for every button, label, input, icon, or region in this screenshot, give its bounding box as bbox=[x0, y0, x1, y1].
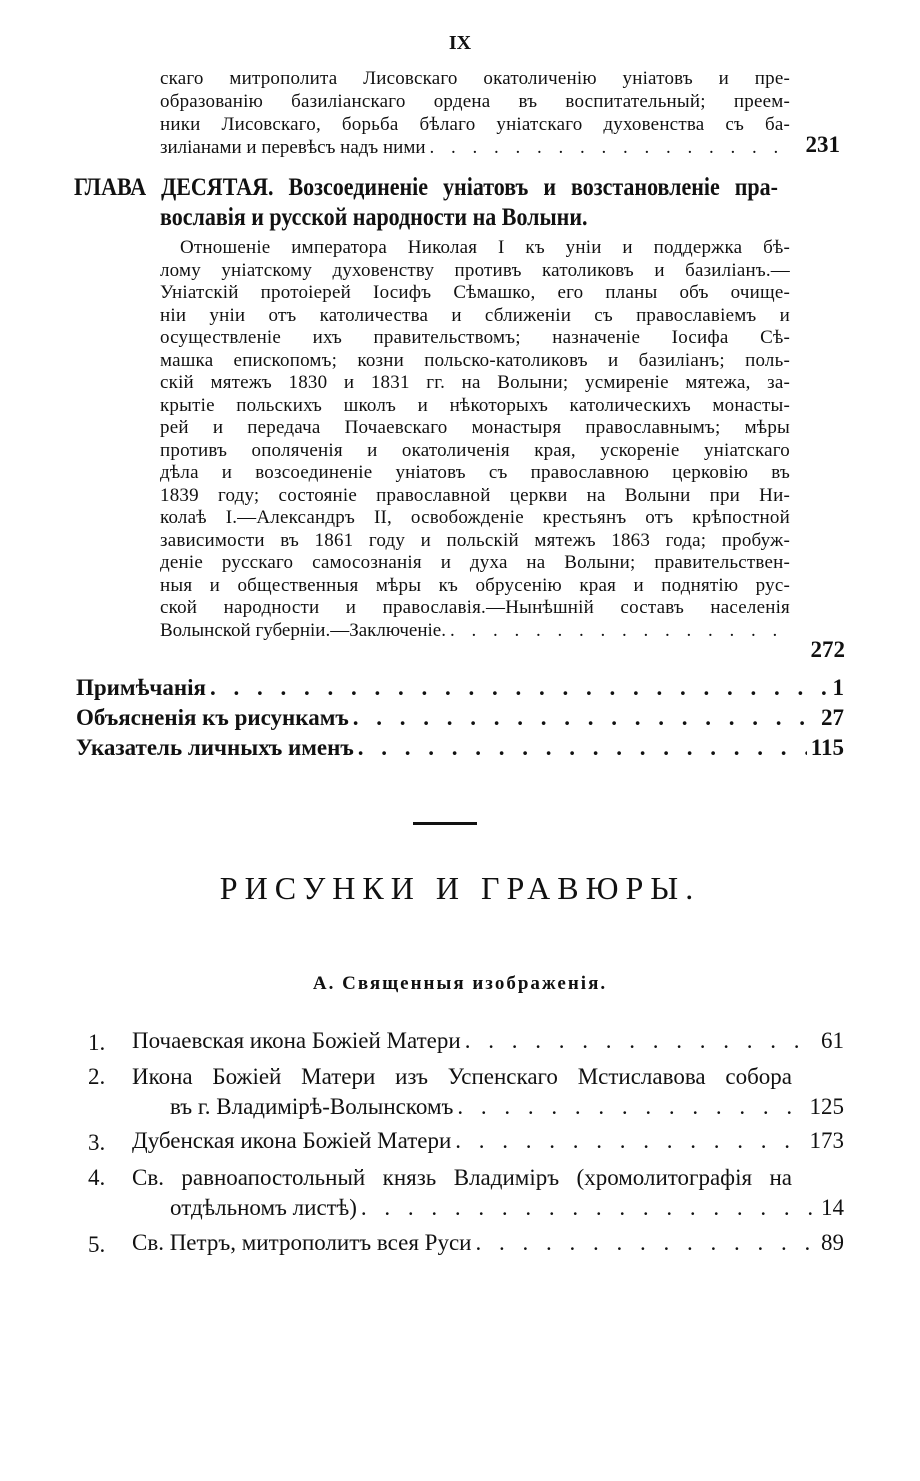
subsection-title: А. Священныя изображенія. bbox=[312, 973, 608, 994]
item-number: 5. bbox=[88, 1232, 106, 1257]
toc-text-line: ніи уніи отъ католичества и сближеніи съ православіемъ и bbox=[160, 304, 790, 326]
item-number: 1. bbox=[88, 1030, 106, 1055]
toc-text-line: рей и передача Почаевскаго монастыря православнымъ; мѣры bbox=[160, 417, 790, 438]
toc-entry-figure-notes bbox=[76, 707, 844, 729]
illustration-entry bbox=[132, 1130, 844, 1152]
toc-text-line: Отношеніе императора Николая I къ уніи и поддержка бѣ- bbox=[180, 237, 790, 258]
toc-label: Икона Божіей Матери изъ Успенскаго Мстиславова собора bbox=[132, 1064, 792, 1089]
item-number: 4. bbox=[88, 1165, 106, 1190]
item-number: 3. bbox=[88, 1130, 106, 1155]
toc-text-line: зависимости въ 1861 году и польскій мятежъ 1863 года; пробуж- bbox=[160, 529, 790, 551]
toc-entry-notes bbox=[76, 677, 844, 699]
page-ref: 89 bbox=[821, 1230, 844, 1255]
toc-text-line: зиліанами и перевѣсъ надъ ними bbox=[160, 137, 426, 158]
illustration-entry bbox=[170, 1096, 844, 1118]
page-ref: 173 bbox=[809, 1128, 844, 1153]
dot-leader bbox=[450, 620, 786, 642]
toc-text-line: образованію базиліанскаго ордена въ воспитательный; преем- bbox=[160, 91, 790, 112]
page-ref: 231 bbox=[805, 132, 840, 157]
toc-label: Примѣчанія bbox=[76, 675, 206, 700]
toc-text-line: дѣла и возсоединеніе уніатовъ съ православною церковію въ bbox=[160, 462, 790, 483]
dot-leader bbox=[361, 1197, 817, 1219]
page-ref: 272 bbox=[810, 637, 845, 662]
dot-leader bbox=[210, 677, 829, 699]
dot-leader bbox=[430, 137, 786, 159]
section-divider bbox=[413, 822, 477, 825]
toc-label: Св. равноапостольный князь Владиміръ (хромолитографія на bbox=[132, 1165, 792, 1190]
page-ref: 115 bbox=[810, 735, 844, 760]
toc-text-line: 1839 году; состояніе православной церкви на Волыни при Ни- bbox=[160, 484, 790, 506]
toc-text-line: Уніатскій протоіерей Іосифъ Сѣмашко, его планы объ очище- bbox=[160, 282, 790, 303]
toc-text-line: скаго митрополита Лисовскаго окатоличенію уніатовъ и пре- bbox=[160, 68, 790, 89]
dot-leader bbox=[465, 1030, 817, 1052]
toc-label: Дубенская икона Божіей Матери bbox=[132, 1128, 452, 1153]
toc-label: Св. Петръ, митрополитъ всея Руси bbox=[132, 1230, 472, 1255]
page-ref: 27 bbox=[821, 705, 844, 730]
toc-label: въ г. Владимірѣ-Волынскомъ bbox=[170, 1094, 454, 1119]
toc-text-line: Волынской губерніи.—Заключеніе. bbox=[160, 619, 446, 641]
page-ref: 125 bbox=[809, 1094, 844, 1119]
dot-leader bbox=[455, 1130, 805, 1152]
toc-text-line: машка епископомъ; козни польско-католиковъ и базиліанъ; поль- bbox=[160, 349, 790, 371]
toc-label: отдѣльномъ листѣ) bbox=[170, 1195, 357, 1220]
toc-text-line: скій мятежъ 1830 и 1831 гг. на Волыни; усмиреніе мятежа, за- bbox=[160, 372, 790, 393]
page-ref: 1 bbox=[832, 675, 844, 700]
toc-text-line: деніе русскаго самосознанія и духа на Волыни; правительствен- bbox=[160, 552, 790, 573]
page-ref: 14 bbox=[821, 1195, 844, 1220]
toc-label: Объясненія къ рисункамъ bbox=[76, 705, 349, 730]
toc-label: Почаевская икона Божіей Матери bbox=[132, 1028, 461, 1053]
toc-entry-chapter9-end bbox=[160, 137, 790, 159]
illustration-entry bbox=[170, 1197, 844, 1219]
toc-text-line: ники Лисовскаго, борьба бѣлаго уніатскаго духовенства съ ба- bbox=[160, 114, 790, 135]
page-ref: 61 bbox=[821, 1028, 844, 1053]
section-title: РИСУНКИ И ГРАВЮРЫ. bbox=[219, 870, 701, 906]
page-number: IX bbox=[448, 32, 472, 54]
dot-leader bbox=[457, 1096, 805, 1118]
toc-text-line: лому уніатскому духовенству противъ католиковъ и базиліанъ.— bbox=[160, 259, 790, 281]
toc-entry-chapter10-end bbox=[160, 620, 790, 642]
toc-text-line: крытіе польскихъ школъ и нѣкоторыхъ католическихъ монасты- bbox=[160, 394, 790, 416]
dot-leader bbox=[353, 707, 817, 729]
toc-entry-name-index bbox=[76, 737, 844, 759]
dot-leader bbox=[358, 737, 807, 759]
illustration-entry bbox=[132, 1232, 844, 1254]
toc-text-line: осуществленіе ихъ правительствомъ; назначеніе Іосифа Сѣ- bbox=[160, 327, 790, 348]
toc-label: Указатель личныхъ именъ bbox=[76, 735, 354, 760]
item-number: 2. bbox=[88, 1064, 106, 1089]
toc-text-line: ской народности и православія.—Нынѣшній составъ населенія bbox=[160, 597, 790, 618]
chapter-title: вославія и русской народности на Волыни. bbox=[160, 204, 588, 231]
toc-text-line: колаѣ I.—Александръ II, освобожденіе крестьянъ отъ крѣпостной bbox=[160, 507, 790, 528]
toc-text-line: противъ ополяченія и окатоличенія края, ускореніе уніатскаго bbox=[160, 439, 790, 461]
illustration-entry bbox=[132, 1030, 844, 1052]
toc-text-line: ныя и общественныя мѣры къ обрусенію края и поднятію рус- bbox=[160, 574, 790, 596]
dot-leader bbox=[476, 1232, 818, 1254]
chapter-title: ГЛАВА ДЕСЯТАЯ. Возсоединеніе уніатовъ и возстановленіе пра- bbox=[74, 174, 778, 201]
